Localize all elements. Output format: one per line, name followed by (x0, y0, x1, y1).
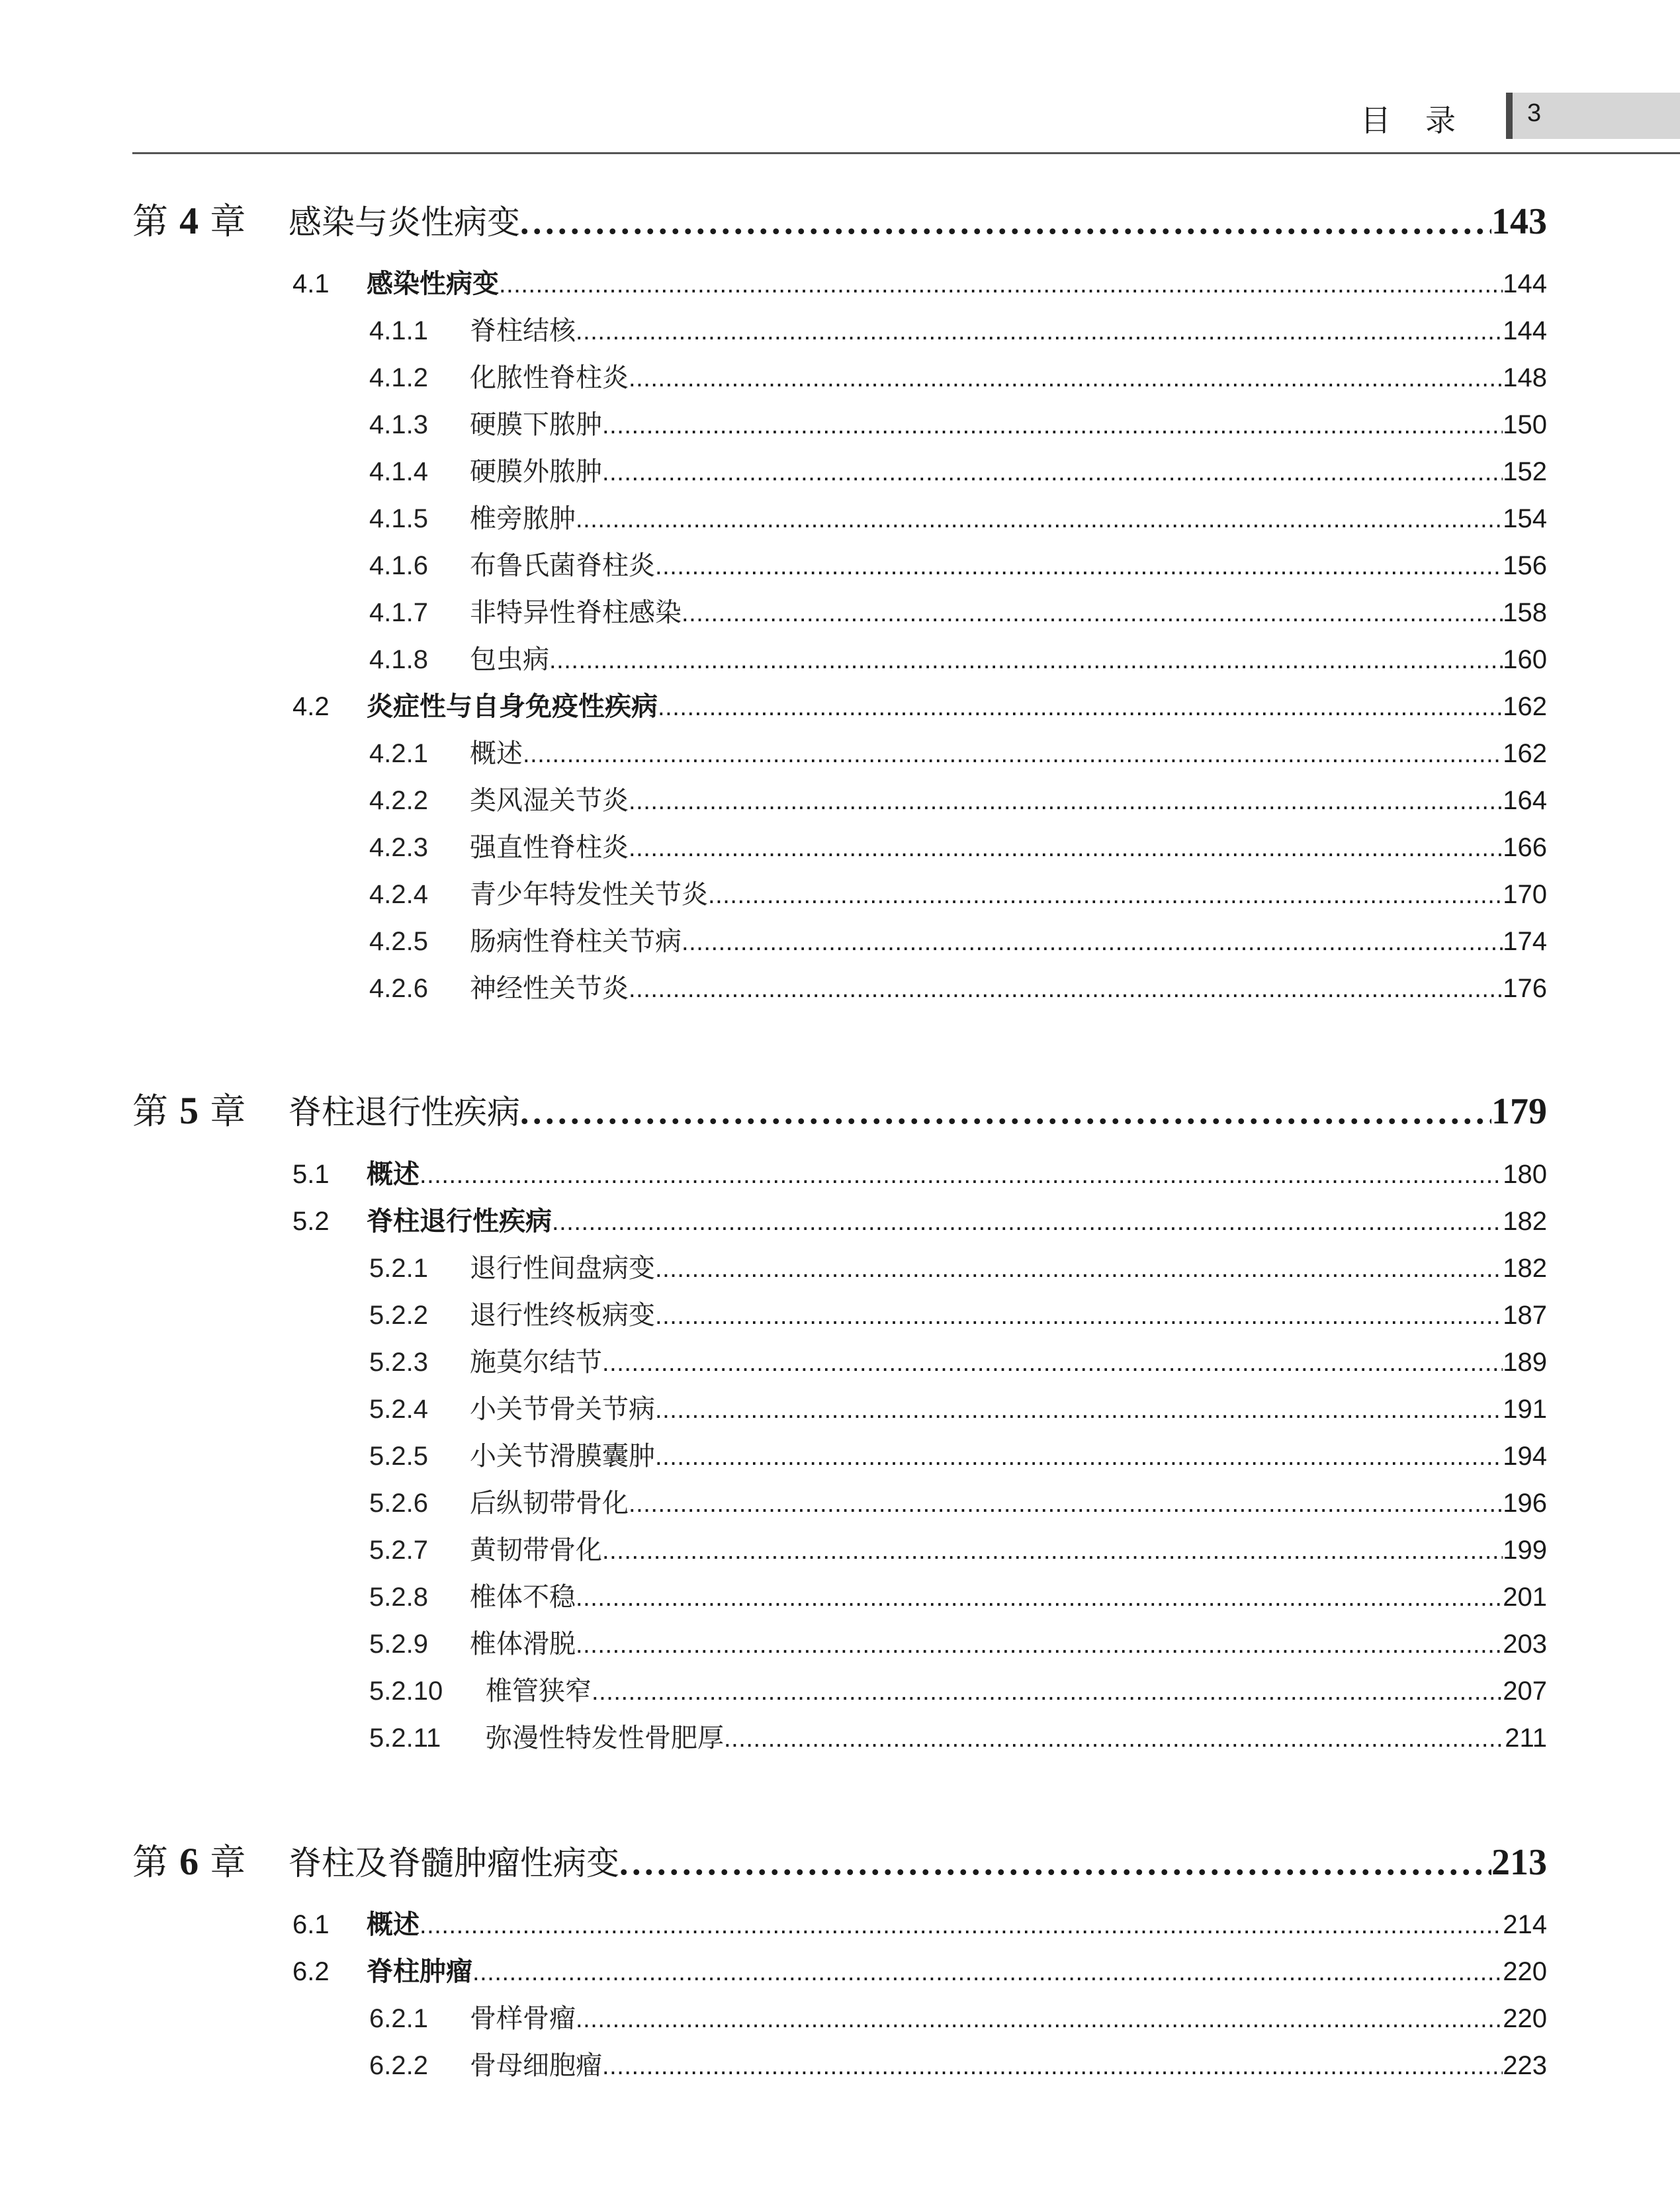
section-title: 脊柱退行性疾病 (367, 1206, 552, 1233)
subsection-title: 椎管狭窄 (486, 1676, 592, 1703)
chapter-title: 感染与炎性病变 (288, 203, 520, 240)
subsection-number: 5.2.10 (369, 1677, 443, 1703)
subsection-page: 194 (1503, 1442, 1547, 1468)
toc-subsection-6-2-2[interactable] (369, 2044, 1547, 2078)
toc-section-6-2[interactable] (292, 1950, 1547, 1984)
subsection-page: 174 (1503, 927, 1547, 953)
section-number: 6.1 (292, 1910, 330, 1937)
section-number: 6.2 (292, 1957, 330, 1984)
section-title: 概述 (367, 1909, 420, 1937)
toc-subsection-5-2-4[interactable] (369, 1388, 1547, 1421)
subsection-number: 6.2.2 (369, 2051, 428, 2078)
subsection-page: 156 (1503, 551, 1547, 578)
chapter-number: 第 6 章 (132, 1840, 246, 1880)
dot-leader (420, 1161, 1503, 1186)
section-number: 4.1 (292, 269, 330, 296)
subsection-number: 5.2.7 (369, 1536, 428, 1562)
toc-subsection-5-2-8[interactable] (369, 1576, 1547, 1609)
subsection-number: 4.1.3 (369, 410, 428, 437)
subsection-title: 强直性脊柱炎 (470, 832, 629, 859)
subsection-number: 4.1.5 (369, 504, 428, 531)
chapter-page: 179 (1491, 1091, 1547, 1129)
subsection-number: 5.2.1 (369, 1254, 428, 1280)
subsection-page: 150 (1503, 410, 1547, 437)
toc-subsection-5-2-10[interactable] (369, 1670, 1547, 1703)
subsection-page: 160 (1503, 645, 1547, 672)
section-title: 感染性病变 (367, 269, 499, 296)
toc-subsection-4-1-8[interactable] (369, 638, 1547, 672)
subsection-number: 4.2.1 (369, 739, 428, 766)
dot-leader (592, 1678, 1503, 1703)
subsection-title: 布鲁氏菌脊柱炎 (470, 550, 655, 578)
subsection-page: 203 (1503, 1630, 1547, 1656)
subsection-title: 椎体滑脱 (470, 1629, 576, 1656)
chapter-title: 脊柱退行性疾病 (288, 1093, 520, 1129)
dot-leader (576, 1631, 1503, 1656)
subsection-number: 5.2.11 (369, 1724, 441, 1750)
subsection-page: 223 (1503, 2051, 1547, 2078)
subsection-title: 包虫病 (470, 644, 549, 672)
section-page: 214 (1503, 1910, 1547, 1937)
dot-leader (549, 646, 1503, 672)
dot-leader (520, 201, 1491, 240)
subsection-number: 5.2.2 (369, 1301, 428, 1327)
toc-subsection-4-2-2[interactable] (369, 779, 1547, 812)
dot-leader (602, 1537, 1503, 1562)
dot-leader (682, 599, 1503, 625)
dot-leader (655, 1396, 1503, 1421)
subsection-title: 非特异性脊柱感染 (470, 597, 682, 625)
chapter-title: 脊柱及脊髓肿瘤性病变 (288, 1844, 619, 1880)
section-page: 162 (1503, 692, 1547, 719)
subsection-number: 4.2.6 (369, 974, 428, 1000)
subsection-number: 4.1.4 (369, 457, 428, 484)
dot-leader (499, 271, 1503, 296)
toc-subsection-4-2-3[interactable] (369, 826, 1547, 859)
subsection-page: 152 (1503, 457, 1547, 484)
subsection-number: 4.2.5 (369, 927, 428, 953)
dot-leader (629, 787, 1503, 812)
toc-subsection-5-2-2[interactable] (369, 1294, 1547, 1327)
toc-subsection-4-2-1[interactable] (369, 732, 1547, 766)
subsection-title: 硬膜外脓肿 (470, 457, 602, 484)
subsection-page: 211 (1505, 1724, 1547, 1750)
subsection-title: 弥漫性特发性骨肥厚 (486, 1723, 724, 1750)
dot-leader (523, 740, 1503, 766)
subsection-page: 158 (1503, 598, 1547, 625)
dot-leader (602, 2052, 1503, 2078)
chapter-number: 第 4 章 (132, 199, 246, 240)
dot-leader (629, 975, 1503, 1000)
subsection-page: 164 (1503, 786, 1547, 812)
toc-section-4-2[interactable] (292, 685, 1547, 719)
subsection-title: 黄韧带骨化 (470, 1535, 602, 1562)
subsection-title: 退行性终板病变 (470, 1300, 655, 1327)
dot-leader (655, 1255, 1503, 1280)
subsection-number: 4.1.1 (369, 316, 428, 343)
subsection-page: 199 (1503, 1536, 1547, 1562)
subsection-title: 脊柱结核 (470, 316, 576, 343)
dot-leader (602, 459, 1503, 484)
dot-leader (629, 1490, 1503, 1515)
section-page: 144 (1503, 269, 1547, 296)
subsection-page: 176 (1503, 974, 1547, 1000)
subsection-number: 6.2.1 (369, 2004, 428, 2031)
subsection-title: 肠病性脊柱关节病 (470, 926, 682, 953)
subsection-title: 概述 (470, 738, 523, 766)
toc-section-5-2[interactable] (292, 1200, 1547, 1233)
dot-leader (576, 505, 1503, 531)
subsection-title: 神经性关节炎 (470, 973, 629, 1000)
toc-section-4-1[interactable] (292, 263, 1547, 296)
toc-subsection-5-2-5[interactable] (369, 1435, 1547, 1468)
subsection-title: 骨样骨瘤 (470, 2003, 576, 2031)
dot-leader (682, 928, 1503, 953)
section-title: 脊柱肿瘤 (367, 1956, 472, 1984)
subsection-number: 5.2.3 (369, 1348, 428, 1374)
subsection-title: 施莫尔结节 (470, 1347, 602, 1374)
subsection-title: 小关节滑膜囊肿 (470, 1441, 655, 1468)
subsection-page: 220 (1503, 2004, 1547, 2031)
dot-leader (472, 1958, 1503, 1984)
subsection-page: 170 (1503, 880, 1547, 906)
toc-subsection-4-1-6[interactable] (369, 545, 1547, 578)
chapter-number: 第 5 章 (132, 1089, 246, 1129)
toc-subsection-4-1-3[interactable] (369, 404, 1547, 437)
subsection-number: 4.1.8 (369, 645, 428, 672)
subsection-page: 162 (1503, 739, 1547, 766)
header-page-number: 3 (1527, 99, 1542, 127)
subsection-title: 骨母细胞瘤 (470, 2050, 602, 2078)
dot-leader (629, 834, 1503, 859)
toc-subsection-4-2-4[interactable] (369, 873, 1547, 906)
subsection-number: 5.2.8 (369, 1583, 428, 1609)
toc-subsection-4-2-6[interactable] (369, 967, 1547, 1000)
subsection-page: 201 (1503, 1583, 1547, 1609)
subsection-page: 154 (1503, 504, 1547, 531)
subsection-number: 4.1.6 (369, 551, 428, 578)
section-title: 炎症性与自身免疫性疾病 (367, 691, 658, 719)
toc-chapter-6[interactable] (132, 1834, 1547, 1880)
dot-leader (658, 693, 1503, 719)
toc-section-6-1[interactable] (292, 1904, 1547, 1937)
subsection-title: 硬膜下脓肿 (470, 410, 602, 437)
toc-subsection-4-1-4[interactable] (369, 451, 1547, 484)
toc-subsection-4-1-7[interactable] (369, 591, 1547, 625)
header-title: 目录 (1360, 103, 1490, 138)
toc-subsection-5-2-6[interactable] (369, 1482, 1547, 1515)
toc-subsection-4-2-5[interactable] (369, 920, 1547, 953)
chapter-page: 213 (1491, 1842, 1547, 1880)
dot-leader (724, 1725, 1505, 1750)
toc-subsection-5-2-1[interactable] (369, 1247, 1547, 1280)
section-page: 182 (1503, 1207, 1547, 1233)
subsection-title: 化脓性脊柱炎 (470, 363, 629, 390)
section-number: 4.2 (292, 692, 330, 719)
dot-leader (576, 318, 1503, 343)
header-accent-bar (1506, 93, 1513, 139)
dot-leader (655, 1443, 1503, 1468)
dot-leader (602, 1349, 1503, 1374)
subsection-title: 椎体不稳 (470, 1582, 576, 1609)
subsection-number: 4.1.2 (369, 363, 428, 390)
header-rule (132, 152, 1680, 154)
subsection-page: 148 (1503, 363, 1547, 390)
section-page: 180 (1503, 1160, 1547, 1186)
chapter-page: 143 (1491, 201, 1547, 240)
section-page: 220 (1503, 1957, 1547, 1984)
toc-subsection-5-2-9[interactable] (369, 1623, 1547, 1656)
subsection-title: 小关节骨关节病 (470, 1394, 655, 1421)
dot-leader (576, 1584, 1503, 1609)
subsection-number: 5.2.9 (369, 1630, 428, 1656)
section-title: 概述 (367, 1159, 420, 1186)
subsection-title: 后纵韧带骨化 (470, 1488, 629, 1515)
subsection-number: 4.2.3 (369, 833, 428, 859)
subsection-title: 类风湿关节炎 (470, 785, 629, 812)
dot-leader (420, 1911, 1503, 1937)
subsection-title: 退行性间盘病变 (470, 1253, 655, 1280)
dot-leader (655, 552, 1503, 578)
toc-chapter-4[interactable] (132, 193, 1547, 240)
section-number: 5.1 (292, 1160, 330, 1186)
toc-subsection-5-2-7[interactable] (369, 1529, 1547, 1562)
dot-leader (708, 881, 1503, 906)
subsection-page: 191 (1503, 1395, 1547, 1421)
section-number: 5.2 (292, 1207, 330, 1233)
dot-leader (619, 1842, 1491, 1880)
toc-subsection-5-2-11[interactable] (369, 1717, 1547, 1750)
toc-subsection-5-2-3[interactable] (369, 1341, 1547, 1374)
toc-chapter-5[interactable] (132, 1083, 1547, 1129)
subsection-page: 189 (1503, 1348, 1547, 1374)
subsection-page: 182 (1503, 1254, 1547, 1280)
subsection-title: 椎旁脓肿 (470, 503, 576, 531)
subsection-number: 5.2.4 (369, 1395, 428, 1421)
running-header (0, 93, 1680, 139)
dot-leader (520, 1091, 1491, 1129)
dot-leader (576, 2005, 1503, 2031)
subsection-title: 青少年特发性关节炎 (470, 879, 708, 906)
subsection-page: 144 (1503, 316, 1547, 343)
toc-subsection-4-1-5[interactable] (369, 498, 1547, 531)
subsection-page: 166 (1503, 833, 1547, 859)
toc-subsection-4-1-2[interactable] (369, 357, 1547, 390)
subsection-number: 4.2.2 (369, 786, 428, 812)
dot-leader (629, 365, 1503, 390)
subsection-number: 5.2.5 (369, 1442, 428, 1468)
dot-leader (602, 412, 1503, 437)
toc-section-5-1[interactable] (292, 1153, 1547, 1186)
subsection-page: 187 (1503, 1301, 1547, 1327)
subsection-number: 5.2.6 (369, 1489, 428, 1515)
subsection-number: 4.1.7 (369, 598, 428, 625)
subsection-number: 4.2.4 (369, 880, 428, 906)
dot-leader (655, 1302, 1503, 1327)
subsection-page: 207 (1503, 1677, 1547, 1703)
subsection-page: 196 (1503, 1489, 1547, 1515)
toc-subsection-6-2-1[interactable] (369, 1997, 1547, 2031)
toc-subsection-4-1-1[interactable] (369, 310, 1547, 343)
dot-leader (552, 1208, 1503, 1233)
